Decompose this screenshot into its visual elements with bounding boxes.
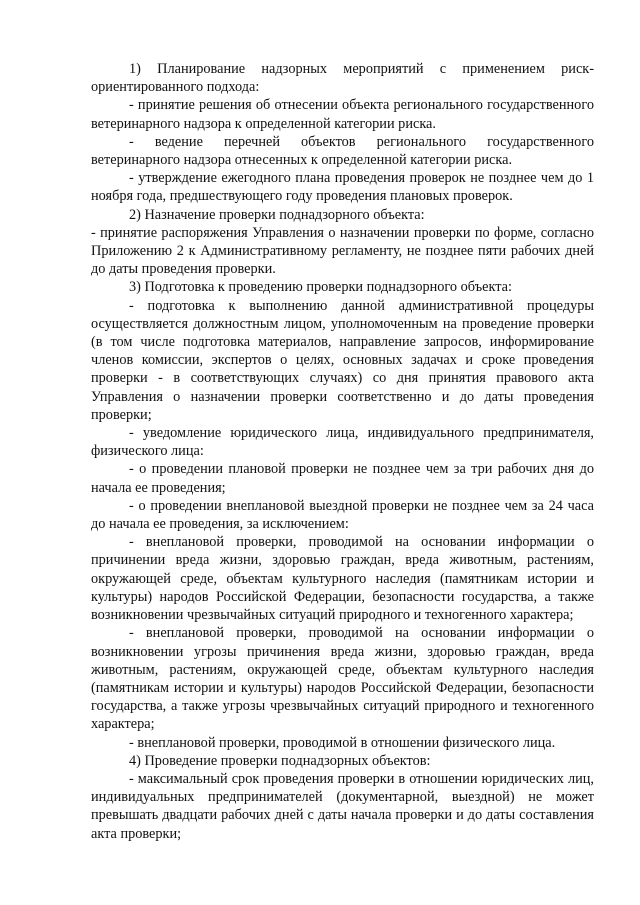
paragraph-exception-harm: - внеплановой проверки, проводимой на основании информации о причинении вреда жизни, здоровью граждан, вреда животным, растениям, окружающей среде, объектам культурного наследия (памятникам истории и культуры) народов Российской Федерации, безопасности государства, а также возникновении чрезвычайных ситуаций природного и техногенного характера; xyxy=(91,534,594,624)
paragraph-order-adoption: - принятие распоряжения Управления о назначении проверки по форме, согласно Приложению 2 к Административному регламенту, не позднее пяти рабочих дней до даты проведения проверки. xyxy=(91,224,594,278)
section-1-heading: 1) Планирование надзорных мероприятий с применением риск-ориентированного подхода: xyxy=(91,61,594,96)
paragraph-planned-inspection: - о проведении плановой проверки не позднее чем за три рабочих дня до начала ее проведения; xyxy=(91,461,594,496)
paragraph-preparation: - подготовка к выполнению данной административной процедуры осуществляется должностным лицом, уполномоченным на проведение проверки (в том числе подготовка материалов, направление запросов, информирование членов комиссии, экспертов о целях, основных задачах и сроке проведения проверки - в соответствующих случаях) со дня принятия правового акта Управления о назначении проверки соответственно и до даты проведения проверки; xyxy=(91,297,594,423)
paragraph-unscheduled-inspection: - о проведении внеплановой выездной проверки не позднее чем за 24 часа до начала ее проведения, за исключением: xyxy=(91,497,594,533)
paragraph-max-duration: - максимальный срок проведения проверки в отношении юридических лиц, индивидуальных предпринимателей (документарной, выездной) не может превышать двадцати рабочих дней с даты начала проверки и до даты составления акта проверки; xyxy=(91,770,594,842)
paragraph-risk-lists: - ведение перечней объектов регионального государственного ветеринарного надзора отнесенных к определенной категории риска. xyxy=(91,133,594,169)
paragraph-notification: - уведомление юридического лица, индивидуального предпринимателя, физического лица: xyxy=(91,425,594,460)
section-2-heading: 2) Назначение проверки поднадзорного объекта: xyxy=(129,206,425,223)
section-3-heading: 3) Подготовка к проведению проверки поднадзорного объекта: xyxy=(129,279,512,296)
paragraph-exception-individual: - внеплановой проверки, проводимой в отношении физического лица. xyxy=(129,734,556,751)
paragraph-exception-threat: - внеплановой проверки, проводимой на основании информации о возникновении угрозы причинения вреда жизни, здоровью граждан, вреда животным, растениям, окружающей среде, объектам культурного наследия (памятникам истории и культуры) народов Российской Федерации, безопасности государства, а также угрозы чрезвычайных ситуаций природного и техногенного характера; xyxy=(91,625,594,733)
section-4-heading: 4) Проведение проверки поднадзорных объектов: xyxy=(129,752,431,769)
paragraph-annual-plan: - утверждение ежегодного плана проведения проверок не позднее чем до 1 ноября года, предшествующего году проведения плановых проверок. xyxy=(91,170,594,205)
document-page xyxy=(91,60,594,843)
paragraph-risk-category-decision: - принятие решения об отнесении объекта регионального государственного ветеринарного надзора к определенной категории риска. xyxy=(91,97,594,132)
